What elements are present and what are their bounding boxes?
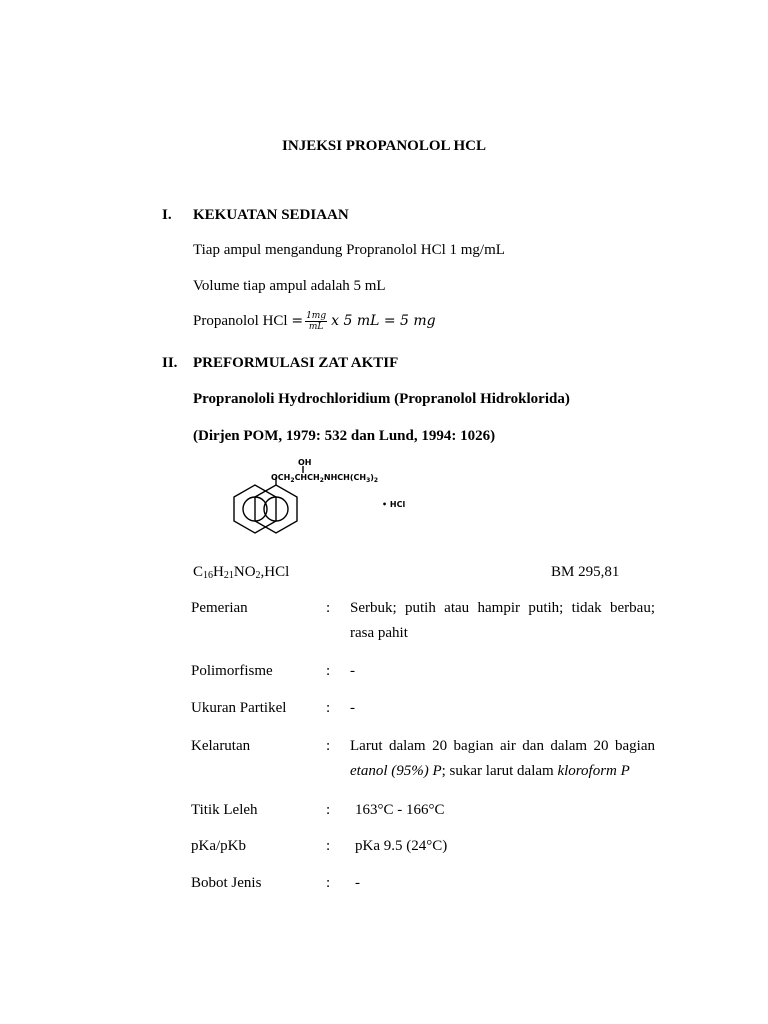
prop-colon: :: [326, 802, 331, 818]
prop-value-pka: pKa 9.5 (24°C): [355, 838, 448, 854]
prop-label-pka: pKa/pKb: [191, 838, 246, 854]
molecular-formula: $C_{16}H_{21}NO_2,HCl$: [193, 564, 290, 581]
prop-value-pemerian-1: Serbuk; putih atau hampir putih; tidak berbau;: [350, 600, 655, 616]
side-chain-label: $OCH_2CHCH_2NHCH(CH_3)_2$: [271, 473, 379, 484]
prop-value-kelarutan-1: Larut dalam 20 bagian air dan dalam 20 bagian: [350, 738, 655, 754]
prop-colon: :: [326, 700, 331, 716]
oh-label: OH: [298, 458, 312, 467]
page-title: INJEKSI PROPANOLOL HCL: [282, 138, 486, 154]
prop-colon: :: [326, 875, 331, 891]
section-2-heading: PREFORMULASI ZAT AKTIF: [193, 355, 399, 371]
hcl-salt-label: • HCl: [382, 500, 405, 509]
calc-fraction: [305, 311, 327, 332]
strength-line-2: Volume tiap ampul adalah 5 mL: [193, 278, 386, 294]
prop-value-kelarutan-2: etanol (95%) P; sukar larut dalam kloroform P: [350, 763, 630, 779]
section-1-numeral: I.: [162, 207, 172, 223]
frac-numerator: 1mg: [306, 311, 327, 321]
prop-colon: :: [326, 663, 331, 679]
calc-equals: =: [291, 312, 304, 329]
molecular-weight: BM 295,81: [551, 564, 620, 580]
section-2-numeral: II.: [162, 355, 178, 371]
prop-value-titik-leleh: 163°C - 166°C: [355, 802, 445, 818]
prop-label-polimorfisme: Polimorfisme: [191, 663, 273, 679]
prop-value-bobot-jenis: -: [355, 875, 360, 891]
prop-colon: :: [326, 600, 331, 616]
prop-colon: :: [326, 738, 331, 754]
prop-colon: :: [326, 838, 331, 854]
prop-label-ukuran-partikel: Ukuran Partikel: [191, 700, 287, 716]
prop-value-ukuran-partikel: -: [350, 700, 355, 716]
calc-result: x 5 mL = 5 mg: [331, 312, 436, 329]
prop-value-polimorfisme: -: [350, 663, 355, 679]
calc-label: Propanolol HCl: [193, 312, 288, 329]
prop-value-pemerian-2: rasa pahit: [350, 625, 408, 641]
prop-label-bobot-jenis: Bobot Jenis: [191, 875, 262, 891]
prop-label-titik-leleh: Titik Leleh: [191, 802, 258, 818]
frac-denominator: mL: [308, 322, 324, 332]
section-1-heading: KEKUATAN SEDIAAN: [193, 207, 349, 223]
structure-diagram: [205, 455, 405, 540]
compound-reference: (Dirjen POM, 1979: 532 dan Lund, 1994: 1026): [193, 428, 496, 444]
prop-label-pemerian: Pemerian: [191, 600, 248, 616]
compound-name: Propranololi Hydrochloridium (Propranolol Hidroklorida): [193, 391, 570, 407]
strength-calculation: [193, 311, 436, 332]
strength-line-1: Tiap ampul mengandung Propranolol HCl 1 mg/mL: [193, 242, 505, 258]
prop-label-kelarutan: Kelarutan: [191, 738, 251, 754]
